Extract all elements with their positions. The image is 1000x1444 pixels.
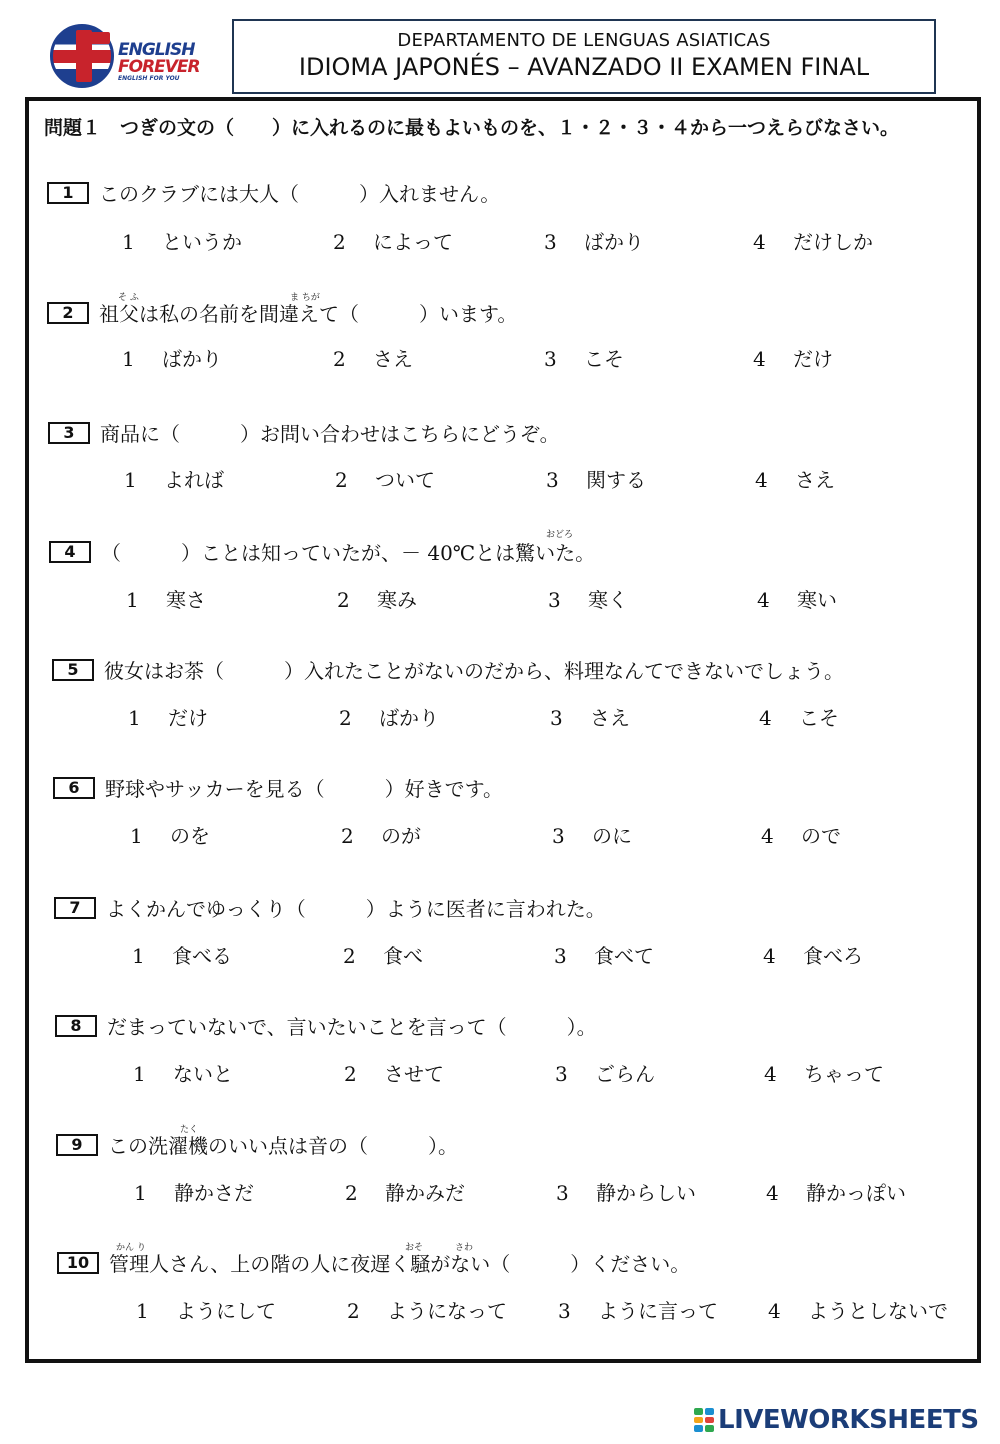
question-number-box: 6: [53, 777, 95, 799]
option-number: 4: [766, 1181, 779, 1205]
question-number-box: 4: [49, 541, 91, 563]
option-number: 2: [333, 230, 346, 254]
option-1[interactable]: [136, 1295, 276, 1324]
answer-options: [0, 940, 1000, 970]
question-number-box: 9: [56, 1134, 98, 1156]
option-text: のを: [170, 824, 210, 848]
option-number: 2: [344, 1062, 357, 1086]
answer-options: [0, 1177, 1000, 1207]
question-text: 野球やサッカーを見る（ ）好きです。: [105, 777, 503, 801]
option-number: 3: [558, 1299, 571, 1323]
option-4[interactable]: [757, 584, 837, 613]
option-text: させて: [384, 1062, 444, 1086]
option-number: 4: [753, 230, 766, 254]
option-text: 寒く: [588, 588, 628, 612]
option-number: 2: [337, 588, 350, 612]
option-3[interactable]: [544, 226, 644, 255]
option-text: ようになって: [387, 1299, 507, 1323]
option-text: ようにして: [176, 1299, 276, 1323]
answer-options: [0, 820, 1000, 850]
answer-options: [0, 343, 1000, 373]
option-number: 4: [753, 347, 766, 371]
question-6: [53, 773, 503, 802]
option-text: ばかり: [162, 347, 222, 371]
option-text: だけ: [793, 347, 833, 371]
option-2[interactable]: [333, 343, 413, 372]
option-number: 1: [132, 944, 145, 968]
option-number: 3: [552, 824, 565, 848]
option-number: 4: [761, 824, 774, 848]
question-text: 商品に（ ）お問い合わせはこちらにどうぞ。: [100, 422, 560, 446]
option-number: 4: [764, 1062, 777, 1086]
option-4[interactable]: [753, 343, 833, 372]
option-text: だけ: [168, 706, 208, 730]
option-text: 関する: [586, 468, 646, 492]
option-1[interactable]: [128, 702, 208, 731]
option-text: ちゃって: [804, 1062, 884, 1086]
option-text: こそ: [584, 347, 624, 371]
option-3[interactable]: [550, 702, 630, 731]
option-number: 3: [554, 944, 567, 968]
option-number: 2: [339, 706, 352, 730]
option-text: 寒い: [797, 588, 837, 612]
option-text: 静からしい: [596, 1181, 696, 1205]
answer-options: [0, 226, 1000, 256]
question-3: [48, 418, 560, 447]
option-text: だけしか: [793, 230, 873, 254]
option-number: 3: [556, 1181, 569, 1205]
option-4[interactable]: [764, 1058, 884, 1087]
option-number: 2: [333, 347, 346, 371]
option-text: ついて: [375, 468, 435, 492]
question-text: よくかんでゆっくり（ ）ように医者に言われた。: [106, 897, 606, 921]
option-number: 4: [755, 468, 768, 492]
header-box: [232, 19, 936, 94]
question-number-box: 3: [48, 422, 90, 444]
option-3[interactable]: [555, 1058, 655, 1087]
question-7: [54, 893, 606, 922]
option-text: ごらん: [595, 1062, 655, 1086]
option-number: 4: [759, 706, 772, 730]
option-text: 寒み: [377, 588, 417, 612]
furigana-reading: さわ: [455, 1243, 474, 1253]
question-text: 彼女はお茶（ ）入れたことがないのだから、料理なんてできないでしょう。: [104, 659, 844, 683]
question-text: 祖父は私の名前を間違えて（ ）います。: [99, 302, 518, 326]
option-1[interactable]: [122, 226, 242, 255]
answer-options: [0, 584, 1000, 614]
option-number: 1: [136, 1299, 149, 1323]
option-number: 3: [544, 347, 557, 371]
option-2[interactable]: [347, 1295, 507, 1324]
option-1[interactable]: [126, 584, 206, 613]
option-3[interactable]: [558, 1295, 718, 1324]
option-1[interactable]: [124, 464, 224, 493]
option-number: 2: [335, 468, 348, 492]
option-4[interactable]: [768, 1295, 948, 1324]
question-5: [52, 655, 844, 684]
question-text: この洗濯機のいい点は音の（ ）。: [108, 1134, 458, 1158]
question-text: このクラブには大人（ ）入れません。: [99, 182, 501, 206]
option-2[interactable]: [345, 1177, 465, 1206]
option-text: 静かっぽい: [806, 1181, 906, 1205]
option-1[interactable]: [132, 940, 232, 969]
option-3[interactable]: [544, 343, 624, 372]
english-forever-logo: [50, 22, 218, 88]
logo-line2: FOREVER: [118, 57, 200, 77]
question-text: （ ）ことは知っていたが、－ 40℃とは驚いた。: [101, 541, 596, 565]
question-number-box: 5: [52, 659, 94, 681]
option-4[interactable]: [763, 940, 863, 969]
exam-title: IDIOMA JAPONÉS – AVANZADO II EXAMEN FINAL: [298, 53, 870, 81]
option-1[interactable]: [122, 343, 222, 372]
liveworksheets-brand: LIVEWORKSHEETS: [718, 1405, 979, 1435]
question-number-box: 10: [57, 1252, 99, 1274]
option-number: 4: [768, 1299, 781, 1323]
furigana-reading: おそ: [405, 1243, 424, 1253]
option-number: 1: [122, 347, 135, 371]
question-number-box: 1: [47, 182, 89, 204]
question-1: [47, 178, 500, 207]
option-text: 食べろ: [803, 944, 863, 968]
question-9: [56, 1130, 458, 1159]
instruction-text: 問題１ つぎの文の（ ）に入れるのに最もよいものを、１・２・３・４から一つえらびなさい。: [44, 117, 900, 139]
option-number: 1: [128, 706, 141, 730]
question-text: 管理人さん、上の階の人に夜遅く騒がない（ ）ください。: [109, 1252, 691, 1276]
option-number: 4: [757, 588, 770, 612]
option-text: ないと: [173, 1062, 233, 1086]
question-text: だまっていないで、言いたいことを言って（ ）。: [107, 1015, 597, 1039]
option-text: ように言って: [598, 1299, 718, 1323]
liveworksheets-logo: [694, 1404, 990, 1436]
question-4: [49, 537, 595, 566]
option-2[interactable]: [343, 940, 423, 969]
question-number-box: 2: [47, 302, 89, 324]
option-number: 3: [555, 1062, 568, 1086]
option-4[interactable]: [753, 226, 873, 255]
answer-options: [0, 1295, 1000, 1325]
option-text: さえ: [795, 468, 835, 492]
option-number: 3: [544, 230, 557, 254]
answer-options: [0, 464, 1000, 494]
option-number: 1: [134, 1181, 147, 1205]
option-number: 1: [130, 824, 143, 848]
furigana-reading: おどろ: [546, 530, 574, 540]
option-number: 1: [133, 1062, 146, 1086]
furigana-reading: そ ふ: [118, 293, 139, 303]
answer-options: [0, 1058, 1000, 1088]
option-text: 寒さ: [166, 588, 206, 612]
logo-line3: ENGLISH FOR YOU: [118, 75, 180, 82]
option-number: 3: [548, 588, 561, 612]
option-number: 3: [546, 468, 559, 492]
option-text: よれば: [164, 468, 224, 492]
option-text: 静かさだ: [174, 1181, 254, 1205]
option-text: ようとしないで: [808, 1299, 948, 1323]
question-number-box: 8: [55, 1015, 97, 1037]
logo-f-bar: [76, 32, 110, 44]
option-text: によって: [373, 230, 453, 254]
question-number-box: 7: [54, 897, 96, 919]
option-2[interactable]: [335, 464, 435, 493]
option-number: 1: [122, 230, 135, 254]
option-text: というか: [162, 230, 242, 254]
liveworksheets-grid-icon: [694, 1408, 714, 1432]
option-1[interactable]: [133, 1058, 233, 1087]
option-text: 食べる: [172, 944, 232, 968]
option-text: のが: [381, 824, 421, 848]
question-8: [55, 1011, 597, 1040]
question-10: [57, 1248, 690, 1277]
option-2[interactable]: [339, 702, 439, 731]
logo-line1: ENGLISH: [118, 40, 195, 60]
option-number: 2: [341, 824, 354, 848]
option-number: 2: [343, 944, 356, 968]
option-number: 2: [347, 1299, 360, 1323]
option-text: 食べて: [594, 944, 654, 968]
department-name: DEPARTAMENTO DE LENGUAS ASIATICAS: [397, 30, 771, 51]
option-3[interactable]: [552, 820, 632, 849]
option-number: 1: [126, 588, 139, 612]
option-number: 2: [345, 1181, 358, 1205]
option-2[interactable]: [341, 820, 421, 849]
option-3[interactable]: [556, 1177, 696, 1206]
option-1[interactable]: [130, 820, 210, 849]
option-number: 1: [124, 468, 137, 492]
option-4[interactable]: [755, 464, 835, 493]
option-text: ばかり: [379, 706, 439, 730]
furigana-reading: たく: [180, 1125, 199, 1135]
option-number: 3: [550, 706, 563, 730]
option-3[interactable]: [546, 464, 646, 493]
option-text: さえ: [590, 706, 630, 730]
option-3[interactable]: [554, 940, 654, 969]
logo-text: [118, 42, 200, 82]
option-text: 静かみだ: [385, 1181, 465, 1205]
option-text: ので: [801, 824, 841, 848]
option-text: のに: [592, 824, 632, 848]
option-number: 4: [763, 944, 776, 968]
option-text: さえ: [373, 347, 413, 371]
option-4[interactable]: [761, 820, 841, 849]
furigana-reading: かん り: [116, 1243, 146, 1253]
option-1[interactable]: [134, 1177, 254, 1206]
option-text: 食べ: [383, 944, 423, 968]
furigana-reading: ま ちが: [290, 293, 320, 303]
option-text: こそ: [799, 706, 839, 730]
option-2[interactable]: [333, 226, 453, 255]
option-2[interactable]: [344, 1058, 444, 1087]
answer-options: [0, 702, 1000, 732]
option-2[interactable]: [337, 584, 417, 613]
option-4[interactable]: [759, 702, 839, 731]
option-text: ばかり: [584, 230, 644, 254]
option-4[interactable]: [766, 1177, 906, 1206]
option-3[interactable]: [548, 584, 628, 613]
